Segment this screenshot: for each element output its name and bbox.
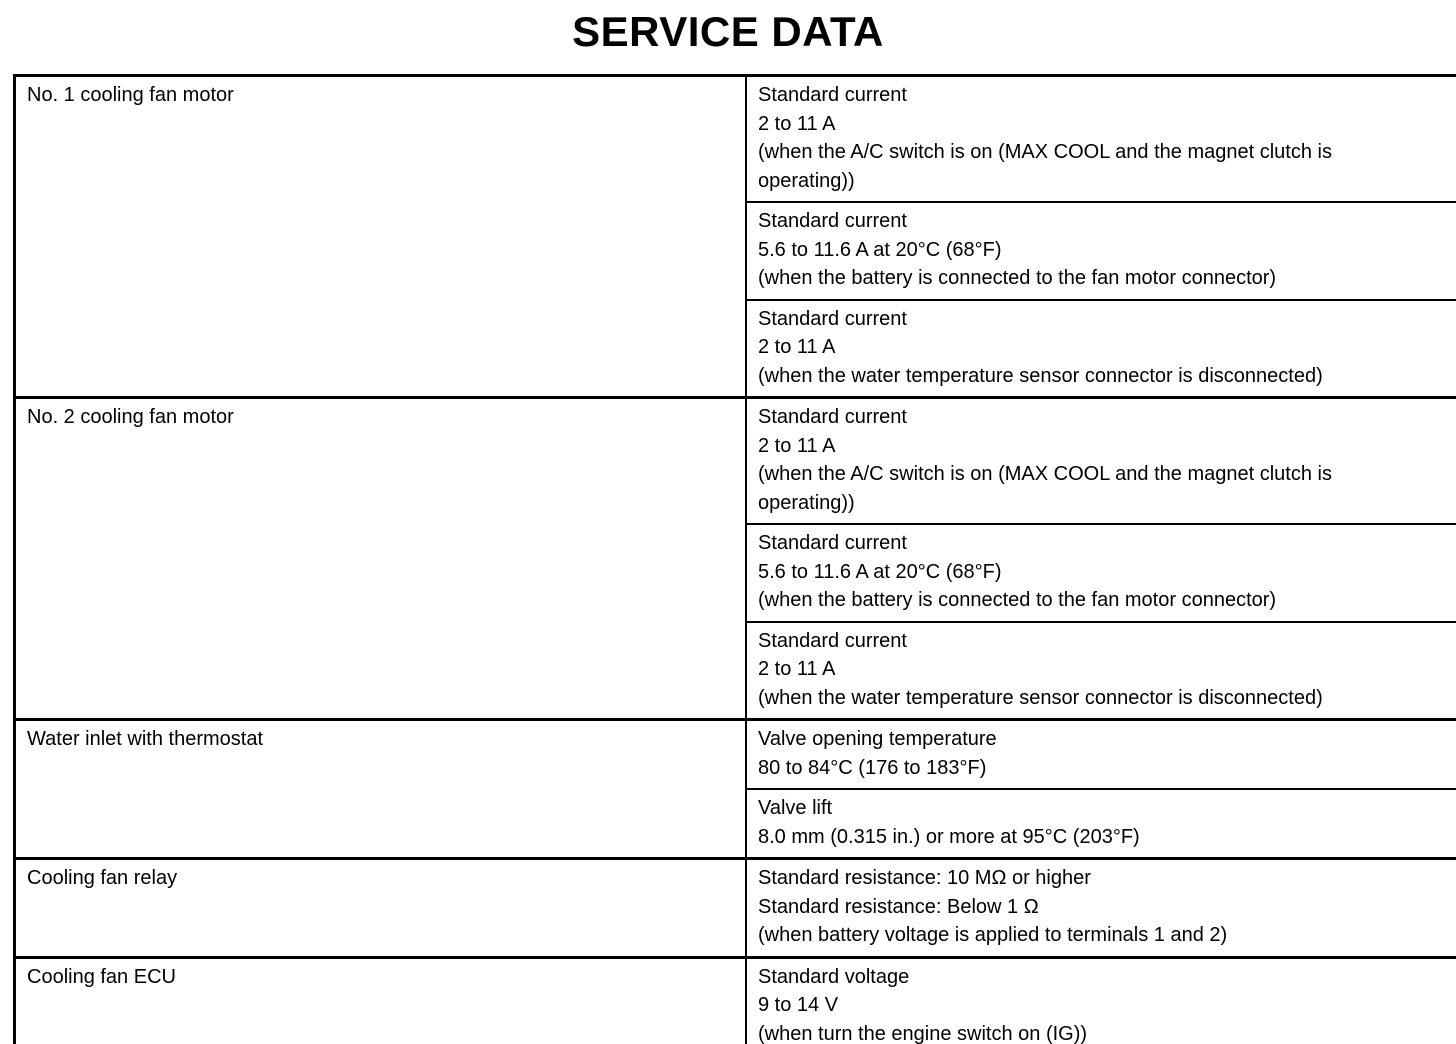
- spec-line: (when the water temperature sensor connector is disconnected): [758, 686, 1323, 709]
- spec-line: operating)): [758, 169, 855, 192]
- spec-line: 2 to 11 A: [758, 434, 836, 457]
- spec-line: Valve lift: [758, 797, 833, 819]
- spec-line: Valve opening temperature: [758, 728, 997, 750]
- spec-cell: [746, 720, 1456, 790]
- spec-line: 2 to 11 A: [758, 336, 836, 358]
- item-cell: [15, 957, 747, 1044]
- spec-line: 9 to 14 V: [758, 994, 839, 1016]
- table-row: [15, 720, 1456, 790]
- spec-line: (when the A/C switch is on (MAX COOL and the magnet clutch is: [758, 141, 1332, 163]
- spec-line: Standard current: [758, 532, 907, 554]
- spec-line: (when turn the engine switch on (IG)): [758, 1022, 1088, 1044]
- spec-cell: [746, 622, 1456, 720]
- spec-cell: [746, 524, 1456, 622]
- spec-line: (when the A/C switch is on (MAX COOL and the magnet clutch is: [758, 463, 1332, 485]
- item-label: Cooling fan ECU: [27, 965, 176, 988]
- spec-line: Standard current: [758, 307, 907, 330]
- spec-line: Standard current: [758, 210, 907, 232]
- spec-line: Standard current: [758, 629, 907, 652]
- spec-cell: [746, 957, 1456, 1044]
- table-row: [15, 398, 1456, 525]
- spec-cell: [746, 789, 1456, 859]
- item-label: No. 1 cooling fan motor: [27, 84, 234, 106]
- spec-line: 5.6 to 11.6 A at 20°C (68°F): [758, 238, 1002, 261]
- service-data-table-body: [15, 76, 1456, 1044]
- item-cell: [15, 859, 747, 958]
- spec-line: 5.6 to 11.6 A at 20°C (68°F): [758, 560, 1002, 583]
- spec-cell: [746, 300, 1456, 398]
- page-title: SERVICE DATA: [572, 8, 884, 55]
- table-row: [15, 76, 1456, 203]
- spec-cell: [746, 859, 1456, 958]
- service-data-table: [13, 74, 1456, 1044]
- spec-line: Standard current: [758, 406, 907, 428]
- spec-line: Standard resistance: Below 1 Ω: [758, 895, 1039, 918]
- item-cell: [15, 398, 747, 720]
- spec-line: 8.0 mm (0.315 in.) or more at 95°C (203°F): [758, 825, 1140, 848]
- spec-line: (when battery voltage is applied to terminals 1 and 2): [758, 924, 1228, 946]
- spec-line: Standard resistance: 10 MΩ or higher: [758, 867, 1091, 889]
- spec-cell: [746, 398, 1456, 525]
- spec-line: 80 to 84°C (176 to 183°F): [758, 756, 987, 779]
- spec-line: Standard voltage: [758, 965, 910, 988]
- spec-cell: [746, 76, 1456, 203]
- item-label: No. 2 cooling fan motor: [27, 406, 234, 428]
- spec-line: (when the battery is connected to the fan motor connector): [758, 267, 1277, 289]
- spec-line: Standard current: [758, 84, 907, 106]
- spec-line: (when the water temperature sensor connector is disconnected): [758, 364, 1323, 387]
- item-cell: [15, 720, 747, 859]
- spec-line: (when the battery is connected to the fan motor connector): [758, 589, 1277, 611]
- spec-cell: [746, 202, 1456, 300]
- item-cell: [15, 76, 747, 398]
- spec-line: 2 to 11 A: [758, 112, 836, 135]
- item-label: Water inlet with thermostat: [27, 728, 264, 750]
- spec-line: 2 to 11 A: [758, 658, 836, 680]
- table-row: [15, 859, 1456, 958]
- spec-line: operating)): [758, 491, 855, 514]
- item-label: Cooling fan relay: [27, 867, 178, 889]
- table-row: [15, 957, 1456, 1044]
